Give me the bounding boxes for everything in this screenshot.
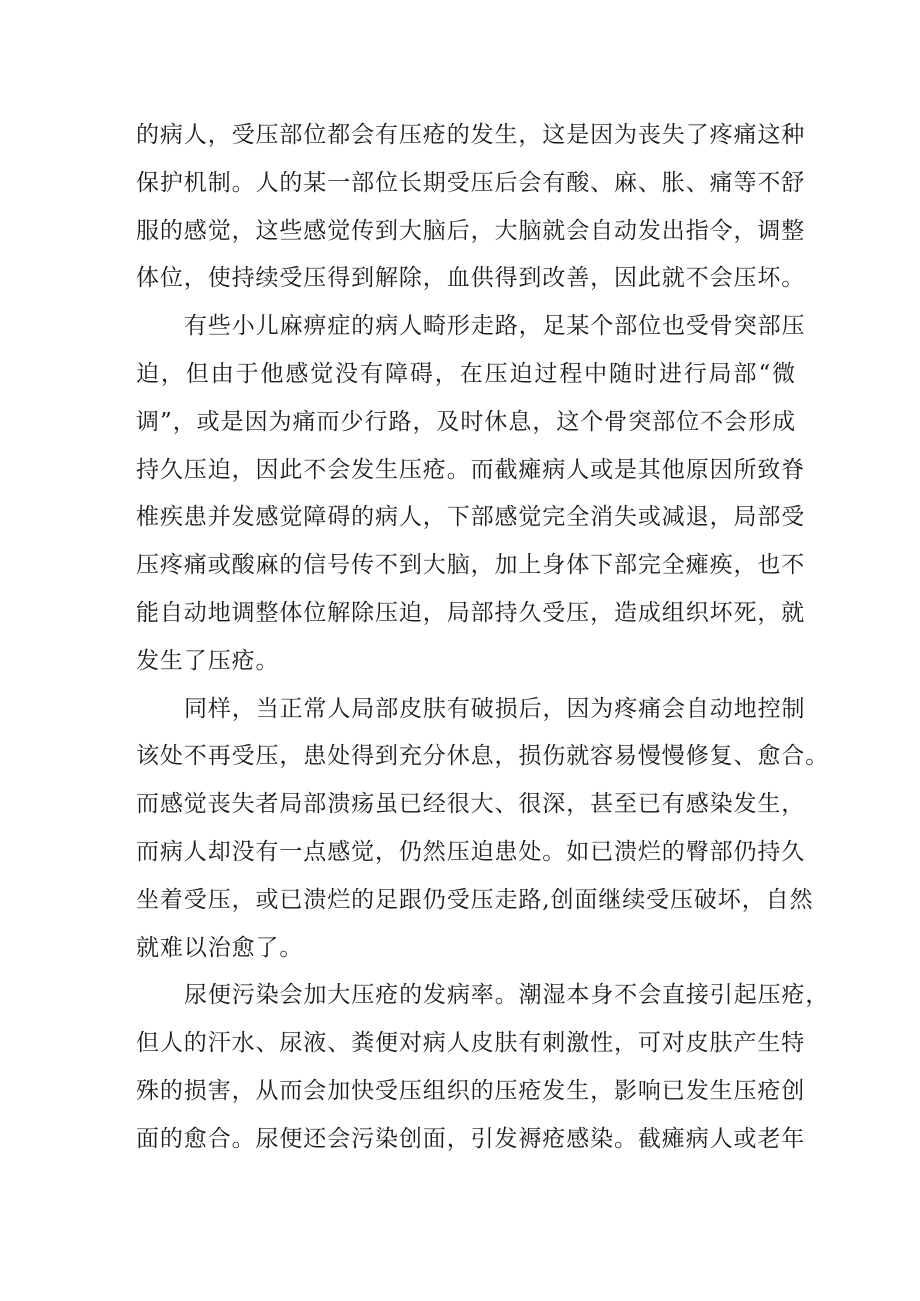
text-line-7: 调”，或是因为痛而少行路，及时休息，这个骨突部位不会形成 [136, 408, 796, 435]
text-line-15: 而感觉丧失者局部溃疡虽已经很大、很深，甚至已有感染发生， [136, 791, 806, 818]
text-line-4: 体位，使持续受压得到解除，血供得到改善，因此就不会压坏。 [136, 265, 806, 292]
text-line-16: 而病人却没有一点感觉，仍然压迫患处。如已溃烂的臀部仍持久 [136, 838, 806, 865]
text-line-11: 能自动地调整体位解除压迫，局部持久受压，造成组织坏死，就 [136, 599, 806, 626]
body-text [136, 112, 830, 1164]
text-line-14: 该处不再受压，患处得到充分休息，损伤就容易慢慢修复、愈合。 [136, 743, 830, 770]
text-line-17: 坐着受压，或已溃烂的足跟仍受压走路,创面继续受压破坏，自然 [136, 886, 814, 913]
text-line-18: 就难以治愈了。 [136, 934, 304, 961]
text-line-21: 殊的损害，从而会加快受压组织的压疮发生，影响已发生压疮创 [136, 1077, 806, 1104]
text-line-20: 但人的汗水、尿液、粪便对病人皮肤有刺激性，可对皮肤产生特 [136, 1030, 806, 1057]
text-line-9: 椎疾患并发感觉障碍的病人，下部感觉完全消失或减退，局部受 [136, 504, 806, 531]
text-line-22: 面的愈合。尿便还会污染创面，引发褥疮感染。截瘫病人或老年 [136, 1125, 806, 1152]
text-line-5: 有些小儿麻痹症的病人畸形走路，足某个部位也受骨突部压 [184, 313, 806, 340]
text-line-2: 保护机制。人的某一部位长期受压后会有酸、麻、胀、痛等不舒 [136, 169, 806, 196]
text-line-13: 同样，当正常人局部皮肤有破损后，因为疼痛会自动地控制 [184, 695, 806, 722]
text-line-12: 发生了压疮。 [136, 647, 280, 674]
text-line-6: 迫，但由于他感觉没有障碍，在压迫过程中随时进行局部“微 [136, 360, 796, 387]
text-line-8: 持久压迫，因此不会发生压疮。而截瘫病人或是其他原因所致脊 [136, 456, 806, 483]
text-line-3: 服的感觉，这些感觉传到大脑后，大脑就会自动发出指令，调整 [136, 217, 806, 244]
text-line-10: 压疼痛或酸麻的信号传不到大脑，加上身体下部完全瘫痪，也不 [136, 552, 806, 579]
text-line-1: 的病人，受压部位都会有压疮的发生，这是因为丧失了疼痛这种 [136, 122, 806, 148]
text-line-19: 尿便污染会加大压疮的发病率。潮湿本身不会直接引起压疮， [184, 982, 830, 1009]
